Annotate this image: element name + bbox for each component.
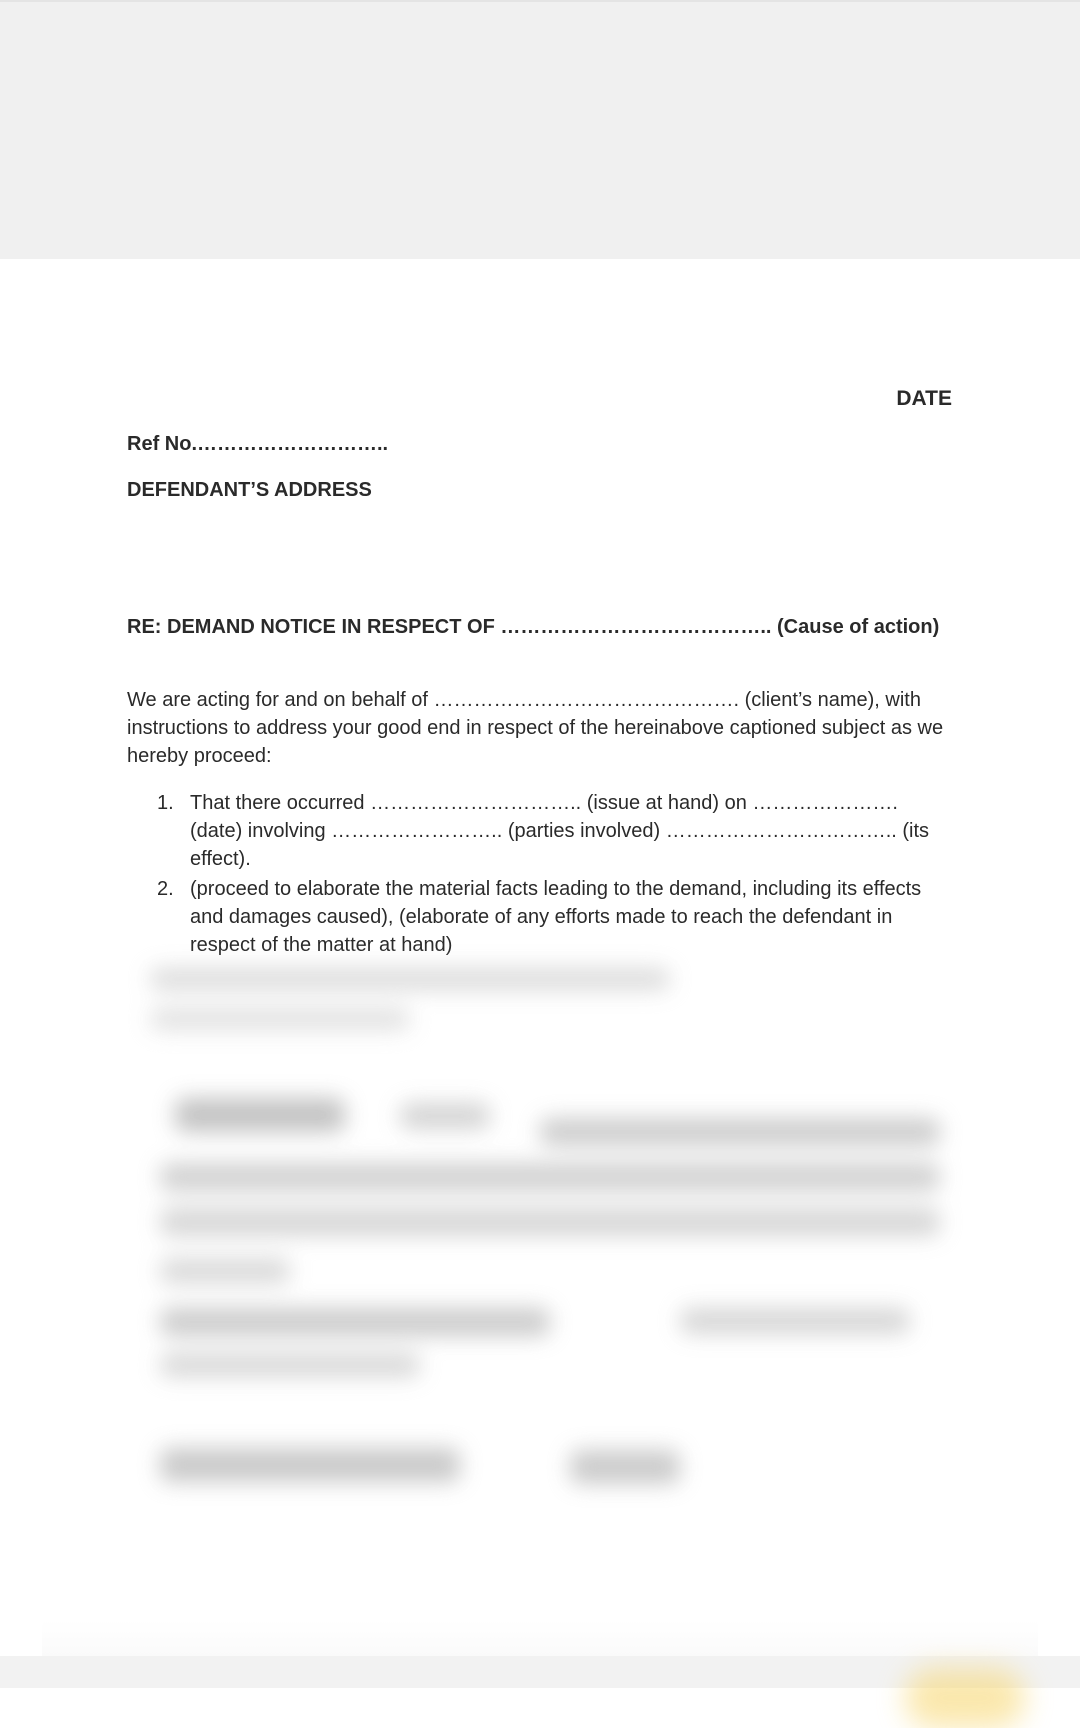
list-item-text: (proceed to elaborate the material facts leading to the demand, including its effects and damages caused), (elaborate of any efforts made to reach the defendant in respect of the matter at hand): [190, 878, 922, 956]
list-item: [150, 875, 950, 959]
ref-number: Ref No.………………………..: [127, 433, 389, 455]
list-item-number: 2.: [157, 878, 174, 900]
date-label: DATE: [896, 387, 952, 410]
list-item-text: That there occurred ………………………….. (issue at hand) on …………………. (date) involving …………………….. (parties involved) …………………………….. (its effect).: [190, 792, 930, 870]
list-item: [150, 789, 950, 873]
numbered-list: [150, 789, 950, 961]
intro-paragraph: We are acting for and on behalf of ………………………………………. (client’s name), with instructions to address your good end in respect of the hereinabove captioned subject as we hereby proceed:: [127, 689, 944, 767]
subject-line: RE: DEMAND NOTICE IN RESPECT OF ………………………………….. (Cause of action): [127, 616, 940, 638]
list-item-number: 1.: [157, 792, 174, 814]
viewer-top-area: [0, 0, 1080, 259]
defendant-address: DEFENDANT’S ADDRESS: [127, 479, 372, 501]
floating-action-blur: [905, 1668, 1025, 1728]
blurred-content: [120, 958, 980, 1518]
